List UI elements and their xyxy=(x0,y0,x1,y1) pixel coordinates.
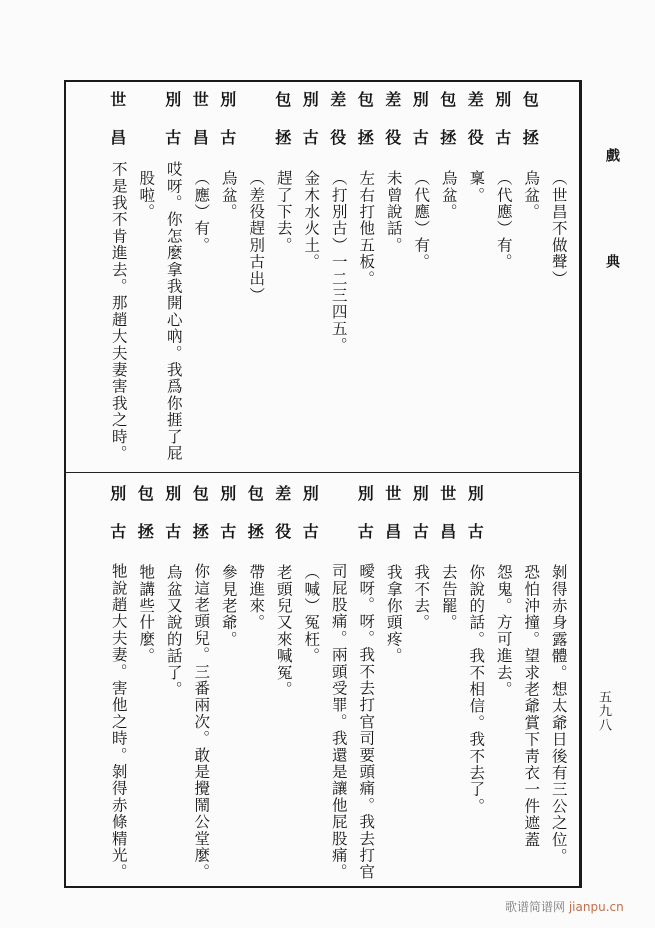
top-panel xyxy=(72,90,572,462)
dialogue-line: 牠說趙大夫妻。害他之時。剝得赤條精光。 xyxy=(109,562,128,880)
speaker-name: 別 古 xyxy=(467,484,484,541)
dialogue-line: 曖呀。呀。我不去打官司要頭痛。我去打官 xyxy=(357,562,376,880)
speaker-name: 差 役 xyxy=(467,90,484,147)
dialogue-line: 趕了下去。 xyxy=(274,170,293,254)
dialogue-line: 股啦。 xyxy=(137,170,156,221)
script-column xyxy=(380,90,408,462)
dialogue-line: 未曾說話。 xyxy=(384,170,403,254)
script-column xyxy=(545,484,573,880)
dialogue-line: 恐怕沖撞。望求老爺賞下靑衣一件遮蓋 xyxy=(522,564,541,848)
script-column xyxy=(490,484,518,880)
dialogue-line: 剝得赤身露體。想太爺日後有三公之位。 xyxy=(549,564,568,865)
speaker-name: 別 古 xyxy=(110,484,127,541)
script-column xyxy=(160,90,188,462)
speaker-name: 差 役 xyxy=(275,484,292,541)
speaker-name: 世 昌 xyxy=(110,90,127,147)
script-column xyxy=(105,484,133,880)
speaker-name: 差 役 xyxy=(330,90,347,147)
script-column xyxy=(490,90,518,462)
watermark-domain: jianpu.cn xyxy=(568,900,624,914)
dialogue-line: 哎呀。你怎麼拿我開心吶。我爲你捱了屁 xyxy=(164,161,183,462)
script-column xyxy=(270,484,298,880)
dialogue-line: （世昌不做聲） xyxy=(549,170,568,287)
dialogue-line: 我不去。 xyxy=(412,564,431,631)
script-column xyxy=(517,90,545,462)
script-column xyxy=(435,484,463,880)
dialogue-line: （差役趕別古出） xyxy=(247,170,266,304)
speaker-name: 差 役 xyxy=(385,90,402,147)
dialogue-line: （喊）冤枉。 xyxy=(302,564,321,665)
script-column xyxy=(380,484,408,880)
script-column xyxy=(517,484,545,880)
script-column xyxy=(215,484,243,880)
script-column xyxy=(242,90,270,462)
script-column xyxy=(325,484,353,880)
script-column xyxy=(132,90,160,462)
speaker-name: 包 拯 xyxy=(247,484,264,541)
dialogue-line: 烏盆。 xyxy=(522,170,541,221)
dialogue-line: 去告罷。 xyxy=(439,564,458,631)
speaker-name: 世 昌 xyxy=(440,484,457,541)
script-column xyxy=(132,484,160,880)
speaker-name: 別 古 xyxy=(220,90,237,147)
side-title-1: 戲 xyxy=(604,148,620,162)
speaker-name: 包 拯 xyxy=(137,484,154,541)
speaker-name: 包 拯 xyxy=(357,90,374,147)
script-column xyxy=(187,90,215,462)
dialogue-line: 稟。 xyxy=(467,170,486,204)
script-column xyxy=(462,90,490,462)
script-column xyxy=(187,484,215,880)
script-column xyxy=(325,90,353,462)
dialogue-line: 金木水火土。 xyxy=(302,170,321,271)
speaker-name: 別 古 xyxy=(302,90,319,147)
dialogue-line: 烏盆。 xyxy=(439,170,458,221)
page-number: 五九八 xyxy=(596,690,611,732)
panel-divider xyxy=(64,472,582,473)
dialogue-line: 不是我不肯進去。那趙大夫妻害我之時。 xyxy=(109,161,128,462)
script-column xyxy=(160,484,188,880)
dialogue-line: 左右打他五板。 xyxy=(357,170,376,287)
script-column xyxy=(297,484,325,880)
dialogue-line: 牠講些什麼。 xyxy=(137,564,156,665)
script-column xyxy=(407,90,435,462)
speaker-name: 別 古 xyxy=(495,90,512,147)
dialogue-line: （代應）有。 xyxy=(412,170,431,271)
speaker-name: 包 拯 xyxy=(192,484,209,541)
speaker-name: 世 昌 xyxy=(385,484,402,541)
dialogue-line: 老頭兒又來喊冤。 xyxy=(274,564,293,698)
dialogue-line: （代應）有。 xyxy=(494,170,513,271)
dialogue-line: （應）有。 xyxy=(192,170,211,254)
speaker-name: 別 古 xyxy=(302,484,319,541)
dialogue-line: 帶進來。 xyxy=(247,564,266,631)
script-column xyxy=(215,90,243,462)
script-column xyxy=(242,484,270,880)
side-title-2: 典 xyxy=(604,254,620,268)
script-column xyxy=(297,90,325,462)
dialogue-line: 烏盆。 xyxy=(219,170,238,221)
watermark xyxy=(505,898,624,915)
speaker-name: 別 古 xyxy=(165,484,182,541)
speaker-name: 世 昌 xyxy=(192,90,209,147)
speaker-name: 包 拯 xyxy=(275,90,292,147)
script-column xyxy=(352,484,380,880)
script-column xyxy=(545,90,573,462)
script-column xyxy=(352,90,380,462)
script-column xyxy=(462,484,490,880)
dialogue-line: 烏盆又說的話了。 xyxy=(164,564,183,698)
bottom-panel xyxy=(72,484,572,880)
dialogue-line: （打別古）一二三四五。 xyxy=(329,170,348,354)
watermark-site-name: 歌谱简谱网 xyxy=(505,900,566,914)
dialogue-line: 我拿你頭疼。 xyxy=(384,564,403,665)
dialogue-line: 怨鬼。方可進去。 xyxy=(494,564,513,698)
speaker-name: 包 拯 xyxy=(440,90,457,147)
dialogue-line: 參見老爺。 xyxy=(219,564,238,648)
speaker-name: 別 古 xyxy=(412,90,429,147)
speaker-name: 包 拯 xyxy=(522,90,539,147)
dialogue-line: 你說的話。我不相信。我不去了。 xyxy=(467,564,486,815)
script-column xyxy=(407,484,435,880)
script-column xyxy=(270,90,298,462)
speaker-name: 別 古 xyxy=(357,484,374,541)
speaker-name: 別 古 xyxy=(220,484,237,541)
speaker-name: 別 古 xyxy=(165,90,182,147)
script-column xyxy=(105,90,133,462)
dialogue-line: 你這老頭兒。三番兩次。敢是攪鬧公堂麼。 xyxy=(192,562,211,880)
script-column xyxy=(435,90,463,462)
dialogue-line: 司屁股痛。兩頭受罪。我還是讓他屁股痛。 xyxy=(329,562,348,880)
speaker-name: 別 古 xyxy=(412,484,429,541)
